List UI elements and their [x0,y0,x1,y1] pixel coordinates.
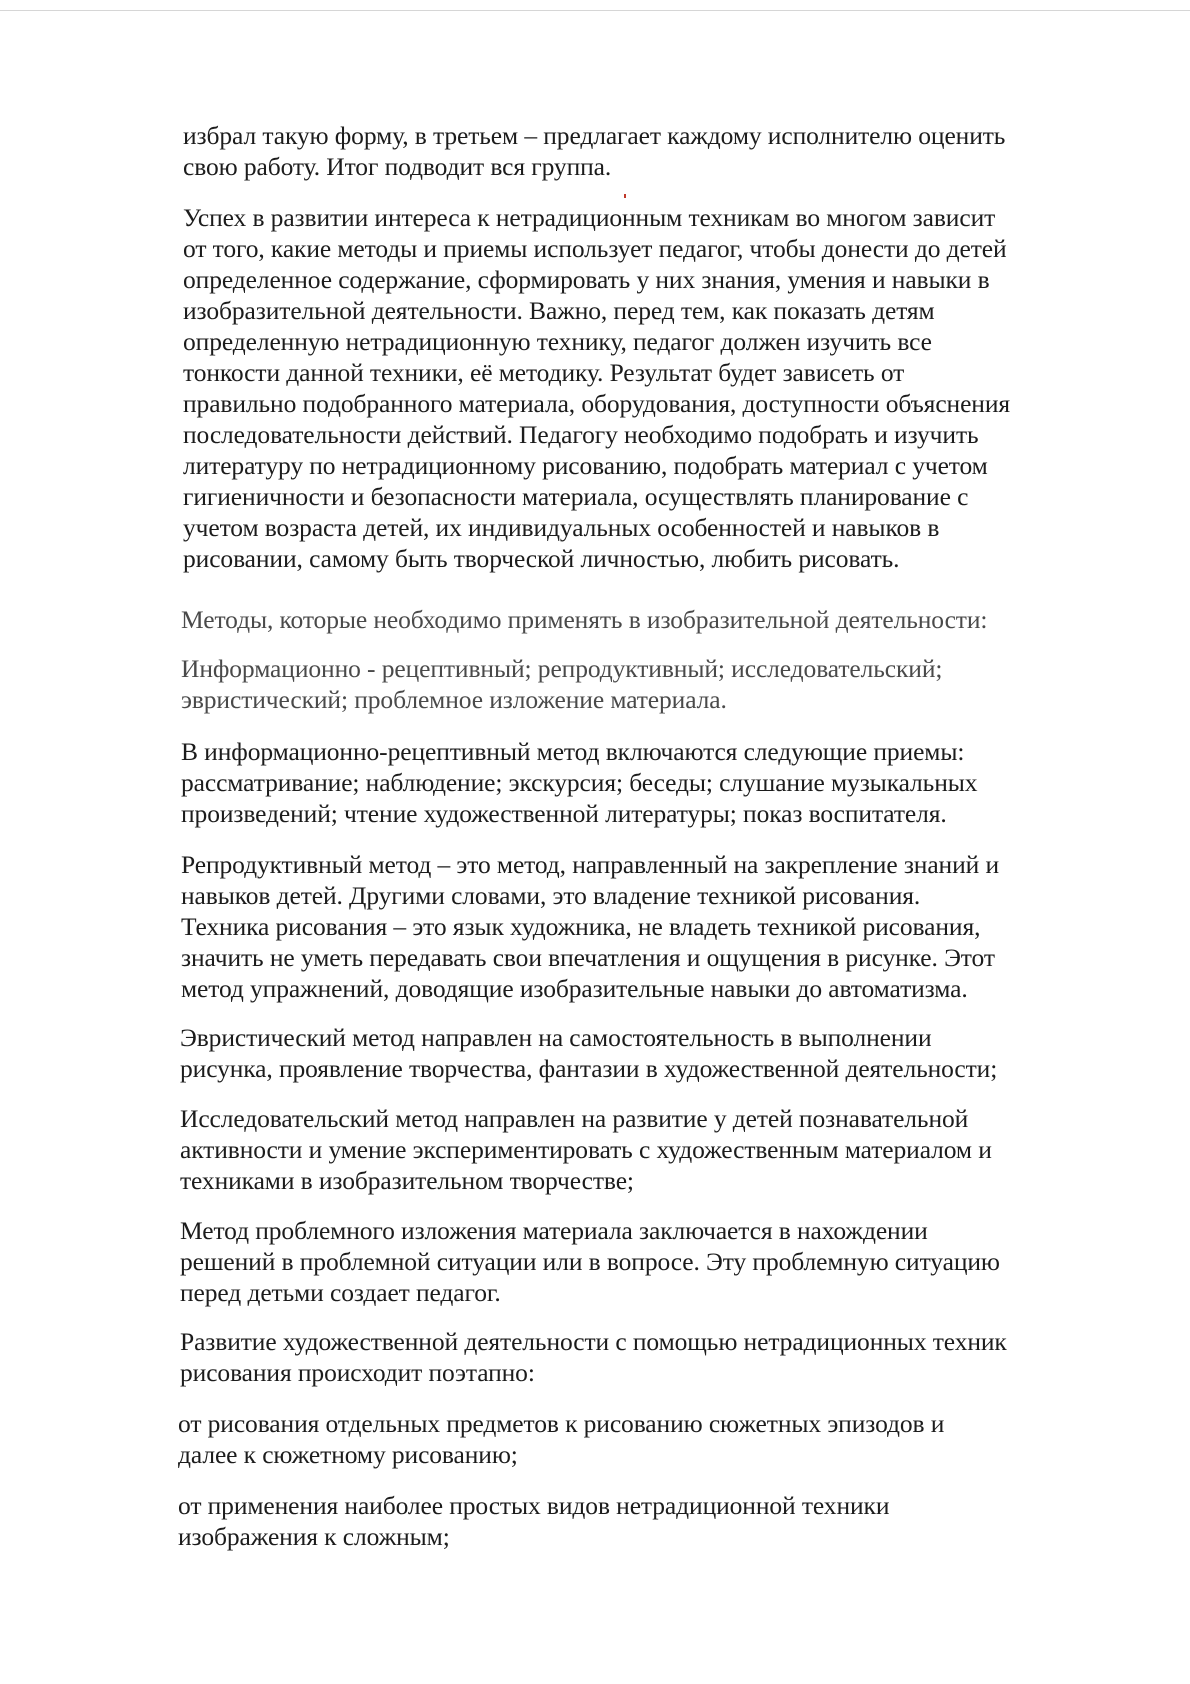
text-line: правильно подобранного материала, оборудования, доступности объяснения [183,389,1011,418]
paragraph-stage-1 [178,1408,944,1470]
text-line: значить не уметь передавать свои впечатления и ощущения в рисунке. Этот [181,943,995,972]
text-line: избрал такую форму, в третьем – предлагает каждому исполнителю оценить [183,121,1006,150]
text-line: далее к сюжетному рисованию; [178,1440,518,1469]
text-line: произведений; чтение художественной литературы; показ воспитателя. [181,799,947,828]
text-line: литературу по нетрадиционному рисованию, подобрать материал с учетом [183,451,988,480]
paragraph-reproductive [181,849,999,1004]
text-line: учетом возраста детей, их индивидуальных особенностей и навыков в [183,513,940,542]
text-line: эвристический; проблемное изложение материала. [181,685,727,714]
paragraph-info-receptive [181,736,977,829]
text-line: от применения наиболее простых видов нетрадиционной техники [178,1491,890,1520]
text-line: рисования происходит поэтапно: [180,1358,535,1387]
text-line: изобразительной деятельности. Важно, перед тем, как показать детям [183,296,935,325]
text-line: гигиеничности и безопасности материала, осуществлять планирование с [183,482,969,511]
paragraph-success [183,202,1010,574]
paragraph-heuristic [180,1022,997,1084]
text-line: определенное содержание, сформировать у них знания, умения и навыки в [183,265,990,294]
text-line: В информационно-рецептивный метод включаются следующие приемы: [181,737,965,766]
paragraph-methods-heading [181,604,987,635]
text-line: свою работу. Итог подводит вся группа. [183,152,612,181]
paragraph-intro-end [183,120,1005,182]
paragraph-development [180,1326,1007,1388]
paragraph-stage-2 [178,1490,889,1552]
text-line: тонкости данной техники, её методику. Результат будет зависеть от [183,358,905,387]
text-line: решений в проблемной ситуации или в вопросе. Эту проблемную ситуацию [180,1247,1000,1276]
text-line: от того, какие методы и приемы использует педагог, чтобы донести до детей [183,234,1007,263]
text-line: перед детьми создает педагог. [180,1278,501,1307]
text-line: Эвристический метод направлен на самостоятельность в выполнении [180,1023,932,1052]
text-line: последовательности действий. Педагогу необходимо подобрать и изучить [183,420,979,449]
text-line: Успех в развитии интереса к нетрадиционным техникам во многом зависит [183,203,996,232]
text-line: Информационно - рецептивный; репродуктивный; исследовательский; [181,654,943,683]
text-line: Методы, которые необходимо применять в изобразительной деятельности: [181,605,988,634]
text-line: навыков детей. Другими словами, это владение техникой рисования. [181,881,921,910]
text-line: Техника рисования – это язык художника, не владеть техникой рисования, [181,912,981,941]
text-line: изображения к сложным; [178,1522,450,1551]
text-line: Репродуктивный метод – это метод, направленный на закрепление знаний и [181,850,1000,879]
text-line: Метод проблемного изложения материала заключается в нахождении [180,1216,928,1245]
text-line: техниками в изобразительном творчестве; [180,1166,634,1195]
text-line: активности и умение экспериментировать с художественным материалом и [180,1135,992,1164]
text-line: рассматривание; наблюдение; экскурсия; беседы; слушание музыкальных [181,768,978,797]
paragraph-problem [180,1215,1000,1308]
paragraph-methods-list [181,653,942,715]
text-line: рисунка, проявление творчества, фантазии в художественной деятельности; [180,1054,998,1083]
text-line: рисовании, самому быть творческой личностью, любить рисовать. [183,544,900,573]
text-line: метод упражнений, доводящие изобразительные навыки до автоматизма. [181,974,968,1003]
text-line: Развитие художественной деятельности с помощью нетрадиционных техник [180,1327,1007,1356]
paragraph-research [180,1103,992,1196]
text-line: Исследовательский метод направлен на развитие у детей познавательной [180,1104,969,1133]
text-line: от рисования отдельных предметов к рисованию сюжетных эпизодов и [178,1409,945,1438]
text-line: определенную нетрадиционную технику, педагог должен изучить все [183,327,932,356]
